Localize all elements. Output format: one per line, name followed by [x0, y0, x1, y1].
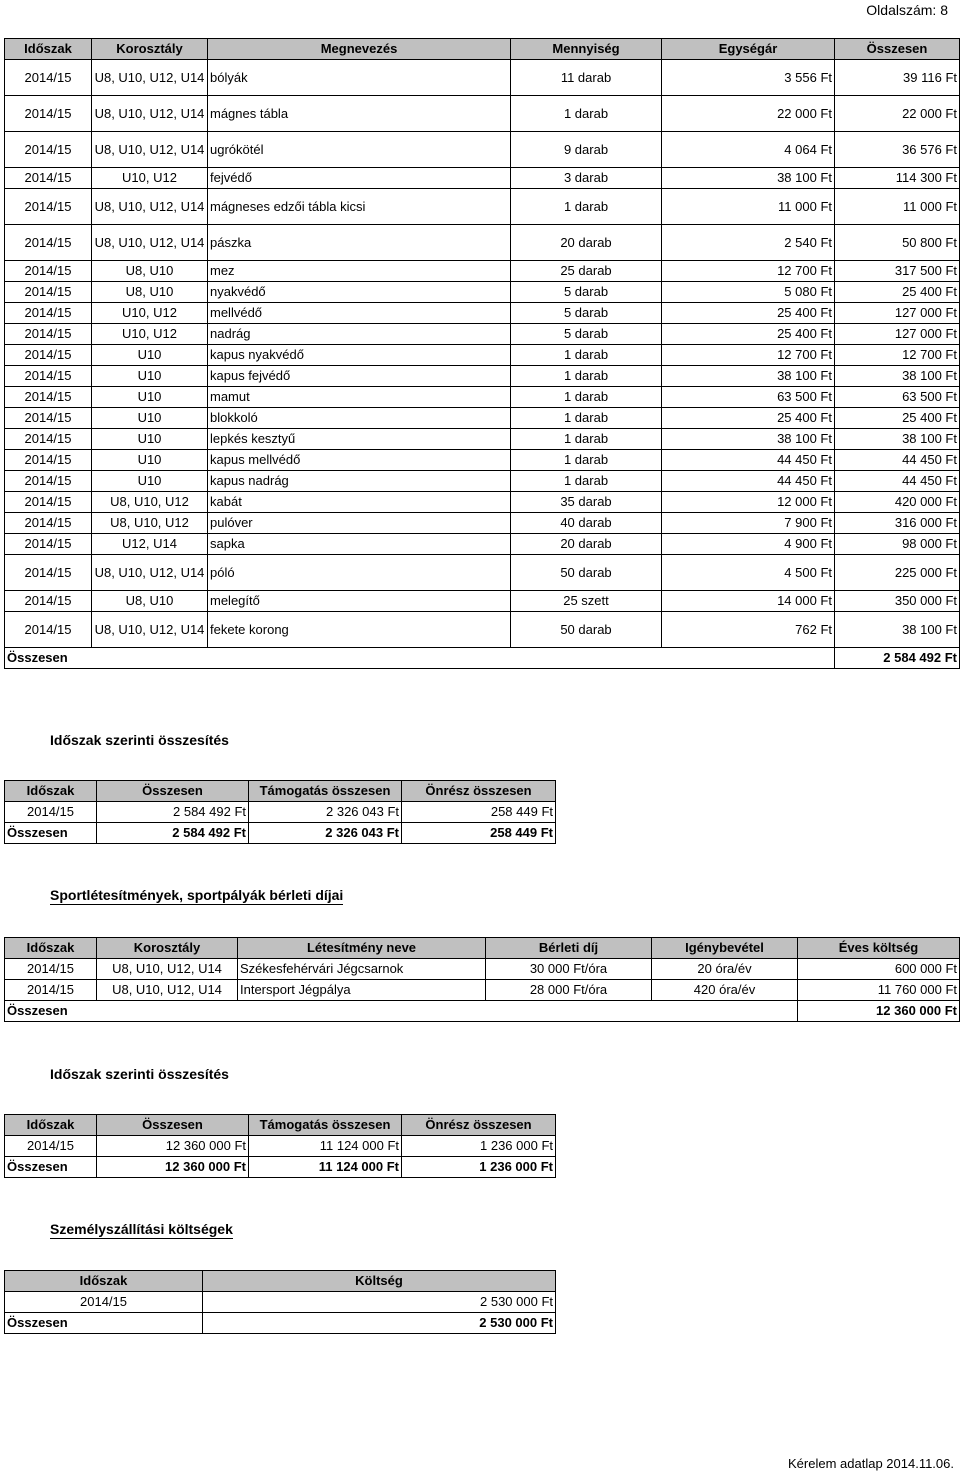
- usage-cell: 20 óra/év: [652, 959, 798, 980]
- table-row: [5, 513, 960, 534]
- table-row: [5, 132, 960, 168]
- qty-cell: 1 darab: [511, 471, 662, 492]
- period-cell: 2014/15: [5, 591, 92, 612]
- period-cell: 2014/15: [5, 471, 92, 492]
- item-name-cell: póló: [208, 555, 511, 591]
- f-col-name: Létesítmény neve: [238, 938, 486, 959]
- table-row: [5, 408, 960, 429]
- item-name-cell: blokkoló: [208, 408, 511, 429]
- unit-price-cell: 3 556 Ft: [662, 60, 835, 96]
- sum-support: 2 326 043 Ft: [249, 823, 402, 844]
- period-cell: 2014/15: [5, 450, 92, 471]
- unit-price-cell: 14 000 Ft: [662, 591, 835, 612]
- table-row: [5, 366, 960, 387]
- item-name-cell: bólyák: [208, 60, 511, 96]
- total-cell: 127 000 Ft: [835, 324, 960, 345]
- total-cell: 44 450 Ft: [835, 471, 960, 492]
- page-number: Oldalszám: 8: [866, 2, 948, 18]
- qty-cell: 1 darab: [511, 366, 662, 387]
- item-name-cell: pulóver: [208, 513, 511, 534]
- sum-total: 12 360 000 Ft: [97, 1157, 249, 1178]
- sum-label: Összesen: [5, 1313, 203, 1334]
- period-cell: 2014/15: [5, 225, 92, 261]
- transport-header-row: [5, 1271, 556, 1292]
- sum-label: Összesen: [5, 648, 835, 669]
- period-cell: 2014/15: [5, 513, 92, 534]
- own-cell: 258 449 Ft: [402, 802, 556, 823]
- period-cell: 2014/15: [5, 168, 92, 189]
- age-cell: U8, U10, U12, U14: [92, 555, 208, 591]
- equipment-header-row: [5, 39, 960, 60]
- age-cell: U10: [92, 471, 208, 492]
- f-col-period: Időszak: [5, 938, 97, 959]
- total-cell: 38 100 Ft: [835, 612, 960, 648]
- unit-price-cell: 762 Ft: [662, 612, 835, 648]
- period-cell: 2014/15: [5, 303, 92, 324]
- table-row: [5, 1136, 556, 1157]
- age-cell: U8, U10: [92, 282, 208, 303]
- sum-label: Összesen: [5, 1001, 798, 1022]
- summary1-table: [4, 780, 556, 844]
- unit-price-cell: 4 900 Ft: [662, 534, 835, 555]
- facility-name-cell: Székesfehérvári Jégcsarnok: [238, 959, 486, 980]
- col-name-header: Megnevezés: [208, 39, 511, 60]
- item-name-cell: sapka: [208, 534, 511, 555]
- age-cell: U8, U10, U12, U14: [92, 96, 208, 132]
- support-cell: 11 124 000 Ft: [249, 1136, 402, 1157]
- fee-cell: 28 000 Ft/óra: [486, 980, 652, 1001]
- item-name-cell: kabát: [208, 492, 511, 513]
- table-row: [5, 612, 960, 648]
- table-row: [5, 959, 960, 980]
- summary1-title: Időszak szerinti összesítés: [50, 732, 229, 748]
- summary2-header-row: [5, 1115, 556, 1136]
- period-cell: 2014/15: [5, 282, 92, 303]
- unit-price-cell: 5 080 Ft: [662, 282, 835, 303]
- col-total-header: Összesen: [835, 39, 960, 60]
- qty-cell: 5 darab: [511, 324, 662, 345]
- table-row: [5, 261, 960, 282]
- item-name-cell: mágneses edzői tábla kicsi: [208, 189, 511, 225]
- fee-cell: 30 000 Ft/óra: [486, 959, 652, 980]
- qty-cell: 11 darab: [511, 60, 662, 96]
- item-name-cell: pászka: [208, 225, 511, 261]
- table-row: [5, 345, 960, 366]
- item-name-cell: melegítő: [208, 591, 511, 612]
- unit-price-cell: 38 100 Ft: [662, 429, 835, 450]
- total-cell: 39 116 Ft: [835, 60, 960, 96]
- unit-price-cell: 38 100 Ft: [662, 168, 835, 189]
- item-name-cell: nadrág: [208, 324, 511, 345]
- total-cell: 316 000 Ft: [835, 513, 960, 534]
- f-col-fee: Bérleti díj: [486, 938, 652, 959]
- table-row: [5, 802, 556, 823]
- item-name-cell: mágnes tábla: [208, 96, 511, 132]
- cost-cell: 600 000 Ft: [798, 959, 960, 980]
- age-cell: U8, U10, U12, U14: [92, 225, 208, 261]
- qty-cell: 25 darab: [511, 261, 662, 282]
- qty-cell: 40 darab: [511, 513, 662, 534]
- table-row: [5, 534, 960, 555]
- table-row: [5, 429, 960, 450]
- age-cell: U12, U14: [92, 534, 208, 555]
- unit-price-cell: 4 500 Ft: [662, 555, 835, 591]
- unit-price-cell: 25 400 Ft: [662, 408, 835, 429]
- total-cell: 114 300 Ft: [835, 168, 960, 189]
- period-cell: 2014/15: [5, 1292, 203, 1313]
- item-name-cell: fekete korong: [208, 612, 511, 648]
- unit-price-cell: 44 450 Ft: [662, 450, 835, 471]
- total-cell: 225 000 Ft: [835, 555, 960, 591]
- sum-own: 258 449 Ft: [402, 823, 556, 844]
- summary1-sum-row: [5, 823, 556, 844]
- own-cell: 1 236 000 Ft: [402, 1136, 556, 1157]
- total-cell: 38 100 Ft: [835, 366, 960, 387]
- facilities-table: [4, 937, 960, 1022]
- facilities-sum-row: [5, 1001, 960, 1022]
- equipment-table: [4, 38, 960, 669]
- total-cell: 38 100 Ft: [835, 429, 960, 450]
- sum-label: Összesen: [5, 823, 97, 844]
- qty-cell: 3 darab: [511, 168, 662, 189]
- unit-price-cell: 2 540 Ft: [662, 225, 835, 261]
- period-cell: 2014/15: [5, 555, 92, 591]
- total-cell: 25 400 Ft: [835, 408, 960, 429]
- period-cell: 2014/15: [5, 96, 92, 132]
- qty-cell: 5 darab: [511, 303, 662, 324]
- total-cell: 36 576 Ft: [835, 132, 960, 168]
- qty-cell: 9 darab: [511, 132, 662, 168]
- period-cell: 2014/15: [5, 366, 92, 387]
- t-col-cost: Költség: [203, 1271, 556, 1292]
- period-cell: 2014/15: [5, 980, 97, 1001]
- s1-col-period: Időszak: [5, 781, 97, 802]
- transport-sum-row: [5, 1313, 556, 1334]
- s2-col-total: Összesen: [97, 1115, 249, 1136]
- qty-cell: 5 darab: [511, 282, 662, 303]
- age-cell: U8, U10: [92, 591, 208, 612]
- age-cell: U10: [92, 387, 208, 408]
- table-row: [5, 555, 960, 591]
- total-cell: 11 000 Ft: [835, 189, 960, 225]
- period-cell: 2014/15: [5, 387, 92, 408]
- footer-text: Kérelem adatlap 2014.11.06.: [788, 1456, 954, 1471]
- item-name-cell: ugrókötél: [208, 132, 511, 168]
- qty-cell: 1 darab: [511, 429, 662, 450]
- total-cell: 2 584 492 Ft: [97, 802, 249, 823]
- item-name-cell: lepkés kesztyű: [208, 429, 511, 450]
- summary1-header-row: [5, 781, 556, 802]
- total-cell: 12 360 000 Ft: [97, 1136, 249, 1157]
- age-cell: U8, U10, U12, U14: [92, 189, 208, 225]
- age-cell: U8, U10, U12, U14: [92, 60, 208, 96]
- age-cell: U8, U10, U12, U14: [97, 959, 238, 980]
- total-cell: 22 000 Ft: [835, 96, 960, 132]
- total-cell: 350 000 Ft: [835, 591, 960, 612]
- s2-col-period: Időszak: [5, 1115, 97, 1136]
- col-unit-price-header: Egységár: [662, 39, 835, 60]
- table-row: [5, 450, 960, 471]
- equipment-sum-row: [5, 648, 960, 669]
- total-cell: 12 700 Ft: [835, 345, 960, 366]
- age-cell: U10, U12: [92, 303, 208, 324]
- unit-price-cell: 7 900 Ft: [662, 513, 835, 534]
- table-row: [5, 60, 960, 96]
- f-col-age: Korosztály: [97, 938, 238, 959]
- facilities-title: Sportlétesítmények, sportpályák bérleti díjai: [50, 887, 344, 903]
- total-cell: 25 400 Ft: [835, 282, 960, 303]
- s1-col-own: Önrész összesen: [402, 781, 556, 802]
- period-cell: 2014/15: [5, 408, 92, 429]
- summary2-sum-row: [5, 1157, 556, 1178]
- summary2-table: [4, 1114, 556, 1178]
- period-cell: 2014/15: [5, 802, 97, 823]
- t-col-period: Időszak: [5, 1271, 203, 1292]
- period-cell: 2014/15: [5, 132, 92, 168]
- support-cell: 2 326 043 Ft: [249, 802, 402, 823]
- period-cell: 2014/15: [5, 189, 92, 225]
- sum-total: 2 530 000 Ft: [203, 1313, 556, 1334]
- period-cell: 2014/15: [5, 534, 92, 555]
- sum-total: 12 360 000 Ft: [798, 1001, 960, 1022]
- age-cell: U10: [92, 408, 208, 429]
- age-cell: U10: [92, 450, 208, 471]
- qty-cell: 20 darab: [511, 534, 662, 555]
- unit-price-cell: 38 100 Ft: [662, 366, 835, 387]
- transport-title: Személyszállítási költségek: [50, 1221, 233, 1237]
- table-row: [5, 168, 960, 189]
- cost-cell: 2 530 000 Ft: [203, 1292, 556, 1313]
- age-cell: U8, U10, U12: [92, 492, 208, 513]
- unit-price-cell: 25 400 Ft: [662, 303, 835, 324]
- total-cell: 127 000 Ft: [835, 303, 960, 324]
- col-period-header: Időszak: [5, 39, 92, 60]
- total-cell: 50 800 Ft: [835, 225, 960, 261]
- period-cell: 2014/15: [5, 612, 92, 648]
- item-name-cell: mamut: [208, 387, 511, 408]
- qty-cell: 1 darab: [511, 345, 662, 366]
- unit-price-cell: 11 000 Ft: [662, 189, 835, 225]
- cost-cell: 11 760 000 Ft: [798, 980, 960, 1001]
- facilities-header-row: [5, 938, 960, 959]
- s2-col-own: Önrész összesen: [402, 1115, 556, 1136]
- age-cell: U10: [92, 345, 208, 366]
- table-row: [5, 96, 960, 132]
- age-cell: U8, U10, U12, U14: [97, 980, 238, 1001]
- period-cell: 2014/15: [5, 345, 92, 366]
- table-row: [5, 189, 960, 225]
- period-cell: 2014/15: [5, 429, 92, 450]
- item-name-cell: fejvédő: [208, 168, 511, 189]
- total-cell: 420 000 Ft: [835, 492, 960, 513]
- unit-price-cell: 22 000 Ft: [662, 96, 835, 132]
- sum-own: 1 236 000 Ft: [402, 1157, 556, 1178]
- usage-cell: 420 óra/év: [652, 980, 798, 1001]
- sum-label: Összesen: [5, 1157, 97, 1178]
- age-cell: U10, U12: [92, 324, 208, 345]
- period-cell: 2014/15: [5, 324, 92, 345]
- period-cell: 2014/15: [5, 492, 92, 513]
- table-row: [5, 492, 960, 513]
- period-cell: 2014/15: [5, 261, 92, 282]
- s1-col-total: Összesen: [97, 781, 249, 802]
- item-name-cell: mellvédő: [208, 303, 511, 324]
- qty-cell: 50 darab: [511, 555, 662, 591]
- qty-cell: 1 darab: [511, 96, 662, 132]
- unit-price-cell: 63 500 Ft: [662, 387, 835, 408]
- f-col-cost: Éves költség: [798, 938, 960, 959]
- qty-cell: 20 darab: [511, 225, 662, 261]
- summary2-title: Időszak szerinti összesítés: [50, 1066, 229, 1082]
- sum-total: 2 584 492 Ft: [97, 823, 249, 844]
- qty-cell: 1 darab: [511, 408, 662, 429]
- age-cell: U10, U12: [92, 168, 208, 189]
- table-row: [5, 303, 960, 324]
- age-cell: U8, U10: [92, 261, 208, 282]
- table-row: [5, 324, 960, 345]
- unit-price-cell: 12 700 Ft: [662, 261, 835, 282]
- sum-total: 2 584 492 Ft: [835, 648, 960, 669]
- period-cell: 2014/15: [5, 1136, 97, 1157]
- qty-cell: 35 darab: [511, 492, 662, 513]
- qty-cell: 50 darab: [511, 612, 662, 648]
- item-name-cell: kapus mellvédő: [208, 450, 511, 471]
- age-cell: U8, U10, U12, U14: [92, 132, 208, 168]
- facility-name-cell: Intersport Jégpálya: [238, 980, 486, 1001]
- item-name-cell: kapus fejvédő: [208, 366, 511, 387]
- unit-price-cell: 12 000 Ft: [662, 492, 835, 513]
- f-col-usage: Igénybevétel: [652, 938, 798, 959]
- sum-support: 11 124 000 Ft: [249, 1157, 402, 1178]
- total-cell: 63 500 Ft: [835, 387, 960, 408]
- qty-cell: 1 darab: [511, 189, 662, 225]
- age-cell: U8, U10, U12, U14: [92, 612, 208, 648]
- item-name-cell: nyakvédő: [208, 282, 511, 303]
- age-cell: U10: [92, 366, 208, 387]
- table-row: [5, 980, 960, 1001]
- table-row: [5, 591, 960, 612]
- age-cell: U8, U10, U12: [92, 513, 208, 534]
- item-name-cell: kapus nadrág: [208, 471, 511, 492]
- period-cell: 2014/15: [5, 959, 97, 980]
- qty-cell: 1 darab: [511, 387, 662, 408]
- table-row: [5, 387, 960, 408]
- period-cell: 2014/15: [5, 60, 92, 96]
- s1-col-support: Támogatás összesen: [249, 781, 402, 802]
- table-row: [5, 1292, 556, 1313]
- table-row: [5, 282, 960, 303]
- transport-table: [4, 1270, 556, 1334]
- qty-cell: 25 szett: [511, 591, 662, 612]
- unit-price-cell: 4 064 Ft: [662, 132, 835, 168]
- item-name-cell: mez: [208, 261, 511, 282]
- unit-price-cell: 25 400 Ft: [662, 324, 835, 345]
- unit-price-cell: 44 450 Ft: [662, 471, 835, 492]
- total-cell: 44 450 Ft: [835, 450, 960, 471]
- col-age-header: Korosztály: [92, 39, 208, 60]
- table-row: [5, 225, 960, 261]
- s2-col-support: Támogatás összesen: [249, 1115, 402, 1136]
- col-qty-header: Mennyiség: [511, 39, 662, 60]
- item-name-cell: kapus nyakvédő: [208, 345, 511, 366]
- qty-cell: 1 darab: [511, 450, 662, 471]
- total-cell: 317 500 Ft: [835, 261, 960, 282]
- age-cell: U10: [92, 429, 208, 450]
- unit-price-cell: 12 700 Ft: [662, 345, 835, 366]
- total-cell: 98 000 Ft: [835, 534, 960, 555]
- table-row: [5, 471, 960, 492]
